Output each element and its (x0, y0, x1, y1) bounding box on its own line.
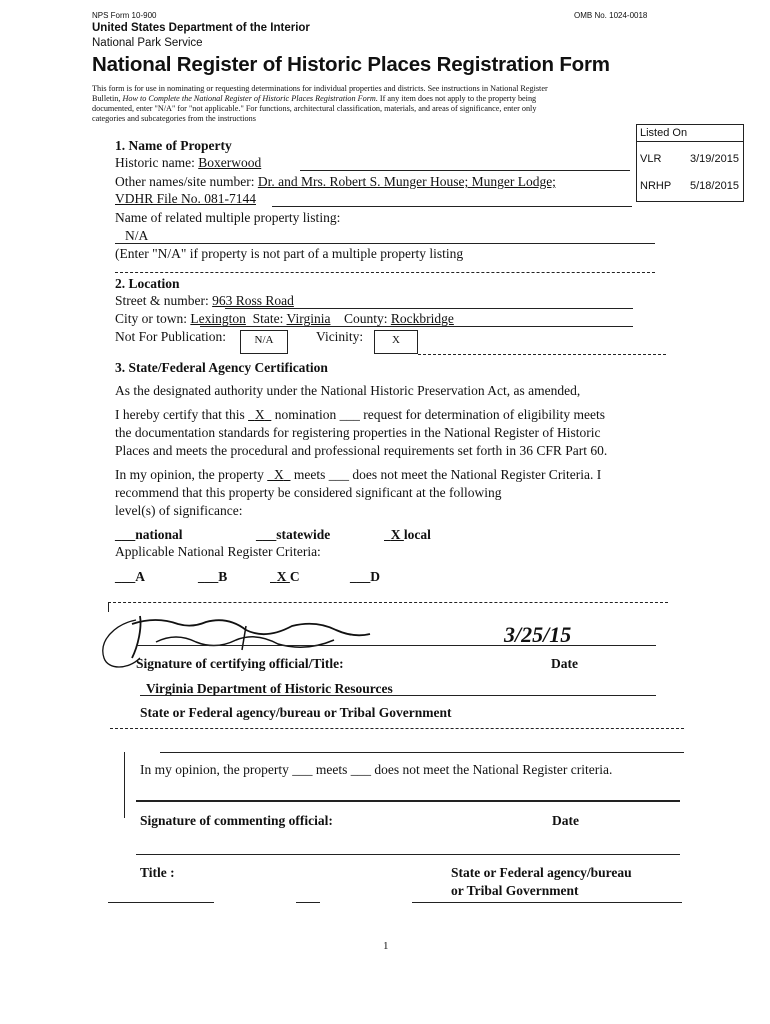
section1-heading: 1. Name of Property (115, 138, 232, 153)
listed-on-box (636, 124, 744, 202)
page-title: National Register of Historic Places Registration Form (92, 53, 610, 76)
state-value: Virginia (286, 311, 331, 326)
listed-on-divider (637, 141, 743, 142)
criteria-label: Applicable National Register Criteria: (115, 544, 321, 559)
vicinity-box[interactable]: X (374, 330, 418, 354)
vlr-label: VLR (640, 153, 662, 165)
related-listing-value: N/A (125, 228, 149, 243)
commenting-signature-label: Signature of commenting official: (140, 813, 333, 828)
opinion-line-1: In my opinion, the property X meets ___ does not meet the National Register Criteria. I (115, 467, 602, 482)
street-line (225, 308, 633, 309)
commenting-title-label: Title : (140, 865, 175, 880)
other-names-row: Other names/site number: Dr. and Mrs. Robert S. Munger House; Munger Lodge; (115, 174, 556, 189)
street-row: Street & number: 963 Ross Road (115, 293, 294, 308)
page-number: 1 (383, 940, 389, 952)
level-national: ___national (115, 527, 183, 542)
agency-line (140, 695, 656, 696)
vlr-date: 3/19/2015 (690, 153, 739, 165)
commenting-title-line (136, 854, 680, 855)
city-line (200, 326, 633, 327)
commenting-block-left-edge (124, 752, 125, 818)
signature-label: Signature of certifying official/Title: (136, 656, 344, 671)
other-names-line (272, 206, 632, 207)
service-name: National Park Service (92, 37, 203, 49)
criterion-b: ___B (198, 569, 228, 584)
certify-line-1: I hereby certify that this X nomination ___ request for determination of eligibility meets (115, 407, 606, 422)
agency-value: Virginia Department of Historic Resources (146, 681, 393, 696)
other-names-value-2: VDHR File No. 081-7144 (115, 191, 256, 206)
historic-name-row: Historic name: Boxerwood (115, 155, 262, 170)
criterion-a: ___A (115, 569, 145, 584)
commenting-agency-label-1: State or Federal agency/bureau (451, 865, 632, 880)
agency-label: State or Federal agency/bureau or Tribal Government (140, 705, 452, 720)
commenting-opinion: In my opinion, the property ___ meets ___ does not meet the National Register criteria. (140, 762, 613, 777)
county-value: Rockbridge (390, 311, 454, 326)
request-mark: ___ (339, 407, 360, 422)
signature-block-top (108, 602, 668, 603)
opinion-line-3: level(s) of significance: (115, 503, 243, 518)
level-statewide: ___statewide (256, 527, 331, 542)
street-value: 963 Ross Road (212, 293, 294, 308)
enter-na-note: (Enter "N/A" if property is not part of a multiple property listing (115, 246, 464, 261)
historic-name-value: Boxerwood (198, 155, 262, 170)
related-listing-label: Name of related multiple property listing: (115, 210, 341, 225)
certify-line-3: Places and meets the procedural and professional requirements set forth in 36 CFR Part 60. (115, 443, 608, 458)
meets-mark: X (273, 467, 284, 482)
signature-date-handwritten: 3/25/15 (504, 622, 572, 647)
opinion-line-2: recommend that this property be considered significant at the following (115, 485, 502, 500)
other-names-value: Dr. and Mrs. Robert S. Munger House; Munger Lodge; (257, 174, 556, 189)
level-local: X local (390, 527, 431, 542)
city-value: Lexington (190, 311, 246, 326)
nrhp-date: 5/18/2015 (690, 180, 739, 192)
criterion-d: ___D (350, 569, 380, 584)
related-listing-line (115, 243, 655, 244)
commenting-signature-line (136, 800, 680, 802)
nfp-label: Not For Publication: (115, 329, 226, 344)
criterion-c: X C (276, 569, 300, 584)
commenting-agency-label-2: or Tribal Government (451, 883, 579, 898)
footer-line-right (412, 902, 682, 903)
city-row: City or town: Lexington State: Virginia County: Rockbridge (115, 311, 454, 326)
omb-number: OMB No. 1024-0018 (574, 11, 648, 20)
department-name: United States Department of the Interior (92, 22, 310, 34)
listed-on-title: Listed On (640, 127, 688, 139)
footer-line-middle (296, 902, 320, 903)
certify-line-2: the documentation standards for registering properties in the National Register of Historic (115, 425, 601, 440)
nfp-box[interactable]: N/A (240, 330, 288, 354)
section2-divider (418, 354, 666, 355)
section3-heading: 3. State/Federal Agency Certification (115, 360, 328, 375)
commenting-block-top (160, 752, 684, 753)
footer-line-left (108, 902, 214, 903)
does-not-meet-mark: ___ (328, 467, 349, 482)
historic-name-line (300, 170, 630, 171)
nrhp-label: NRHP (640, 180, 672, 192)
signature-date-label: Date (551, 656, 578, 671)
form-number: NPS Form 10-900 (92, 11, 157, 20)
signature-line (136, 645, 656, 646)
agency-divider (110, 728, 684, 729)
vicinity-label: Vicinity: (316, 329, 364, 344)
section1-divider (115, 272, 655, 273)
instructions-text: This form is for use in nominating or requesting determinations for individual properties and districts. See instructions in National Register Bulletin, How to Complete the National Register of Historic Places Registration Form. If any item does not apply to the property being documented, enter "N/A" for "not applicable." For functions, architectural classification, materials, and areas of significance, enter only categories and subcategories from the instructions (92, 84, 548, 123)
authority-text: As the designated authority under the National Historic Preservation Act, as amended, (115, 383, 581, 398)
commenting-date-label: Date (552, 813, 579, 828)
section2-heading: 2. Location (115, 276, 180, 291)
nomination-mark: X (254, 407, 265, 422)
